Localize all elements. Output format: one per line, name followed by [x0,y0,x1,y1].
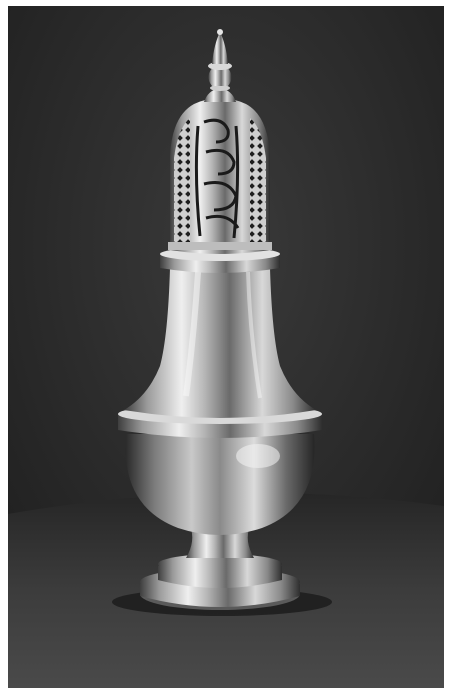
photograph-plate [8,6,444,688]
sugar-caster-photograph [8,6,444,688]
